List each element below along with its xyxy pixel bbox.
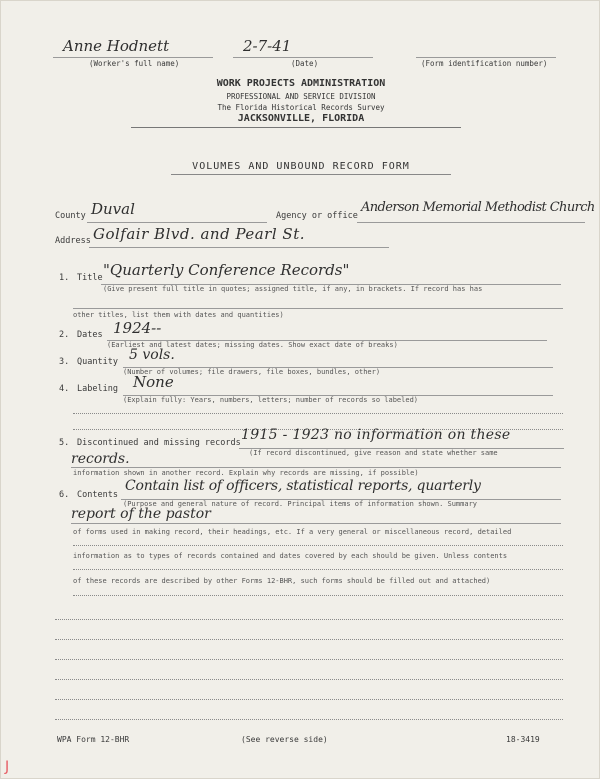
missing-help-1: (If record discontinued, give reason and state whether same — [249, 449, 498, 457]
address-line — [89, 247, 389, 248]
title-line-2 — [73, 308, 563, 309]
header-rule — [131, 127, 461, 128]
missing-number: 5. — [59, 438, 70, 448]
form-number: WPA Form 12-BHR — [57, 735, 130, 744]
title-help-2: other titles, list them with dates and quantities) — [73, 311, 284, 319]
missing-line-2 — [71, 467, 561, 468]
agency-value: Anderson Memorial Methodist Church — [361, 200, 595, 215]
date-label: (Date) — [291, 59, 319, 68]
county-value: Duval — [91, 200, 135, 218]
contents-help-1: (Purpose and general nature of record. Principal items of information shown. Summary — [123, 500, 478, 508]
ruled-line — [55, 659, 563, 660]
ruled-line — [55, 699, 563, 700]
form-id-label: (Form identification number) — [421, 59, 548, 68]
county-line — [87, 222, 267, 223]
worker-name-value: Anne Hodnett — [63, 37, 170, 55]
ruled-line — [73, 595, 563, 596]
worker-name-label: (Worker's full name) — [89, 59, 180, 68]
date-value: 2-7-41 — [243, 37, 292, 55]
quantity-value: 5 vols. — [129, 347, 175, 363]
date-line — [233, 57, 373, 58]
quantity-label: Quantity — [77, 357, 118, 367]
contents-help-3: information as to types of records contained and dates covered by each should be given. Unless contents — [73, 552, 508, 560]
contents-value-2: report of the pastor — [71, 506, 211, 522]
ruled-line — [55, 679, 563, 680]
county-label: County — [55, 211, 86, 221]
address-value: Golfair Blvd. and Pearl St. — [93, 225, 305, 243]
ruled-line — [55, 719, 563, 720]
contents-label: Contents — [77, 490, 118, 500]
reverse-note: (See reverse side) — [241, 735, 328, 744]
dates-label: Dates — [77, 330, 103, 340]
labeling-help: (Explain fully: Years, numbers, letters; number of records so labeled) — [123, 396, 419, 404]
worker-name-line — [53, 57, 213, 58]
ruled-line — [55, 619, 563, 620]
agency-line — [357, 222, 585, 223]
title-underline — [171, 174, 451, 175]
margin-mark: J — [5, 759, 10, 775]
dates-value: 1924-- — [113, 319, 162, 337]
ruled-line — [73, 545, 563, 546]
agency-line-3: The Florida Historical Records Survey — [217, 103, 385, 112]
labeling-extra-line-1 — [73, 413, 563, 414]
agency-label: Agency or office — [276, 211, 358, 221]
contents-line-2 — [71, 523, 561, 524]
agency-line-2: PROFESSIONAL AND SERVICE DIVISION — [226, 92, 376, 101]
dates-number: 2. — [59, 330, 70, 340]
form-title: VOLUMES AND UNBOUND RECORD FORM — [192, 161, 410, 172]
quantity-help: (Number of volumes; file drawers, file boxes, bundles, other) — [123, 368, 381, 376]
address-label: Address — [55, 236, 91, 246]
missing-label: Discontinued and missing records — [77, 438, 241, 448]
title-value: "Quarterly Conference Records" — [103, 261, 350, 279]
missing-value-2: records. — [71, 451, 130, 467]
title-number: 1. — [59, 273, 70, 283]
agency-line-1: WORK PROJECTS ADMINISTRATION — [216, 78, 386, 89]
labeling-number: 4. — [59, 384, 70, 394]
missing-value-1: 1915 - 1923 no information on these — [241, 427, 511, 443]
quantity-number: 3. — [59, 357, 70, 367]
labeling-value: None — [133, 373, 174, 391]
ruled-line — [73, 569, 563, 570]
title-help-1: (Give present full title in quotes; assigned title, if any, in brackets. If record has has — [103, 285, 483, 293]
ruled-line — [55, 639, 563, 640]
title-label: Title — [77, 273, 103, 283]
form-id-line — [416, 57, 556, 58]
missing-help-2: information shown in another record. Explain why records are missing, if possible) — [73, 469, 419, 477]
agency-line-4: JACKSONVILLE, FLORIDA — [237, 113, 365, 124]
contents-number: 6. — [59, 490, 70, 500]
contents-help-2: of forms used in making record, their headings, etc. If a very general or miscellaneous record, detailed — [73, 528, 512, 536]
labeling-label: Labeling — [77, 384, 118, 394]
contents-value-1: Contain list of officers, statistical reports, quarterly — [125, 478, 481, 494]
contents-help-4: of these records are described by other Forms 12-BHR, such forms should be filled out and attached) — [73, 577, 491, 585]
form-code: 18-3419 — [506, 735, 540, 744]
dates-help: (Earliest and latest dates; missing dates. Show exact date of breaks) — [107, 341, 398, 349]
